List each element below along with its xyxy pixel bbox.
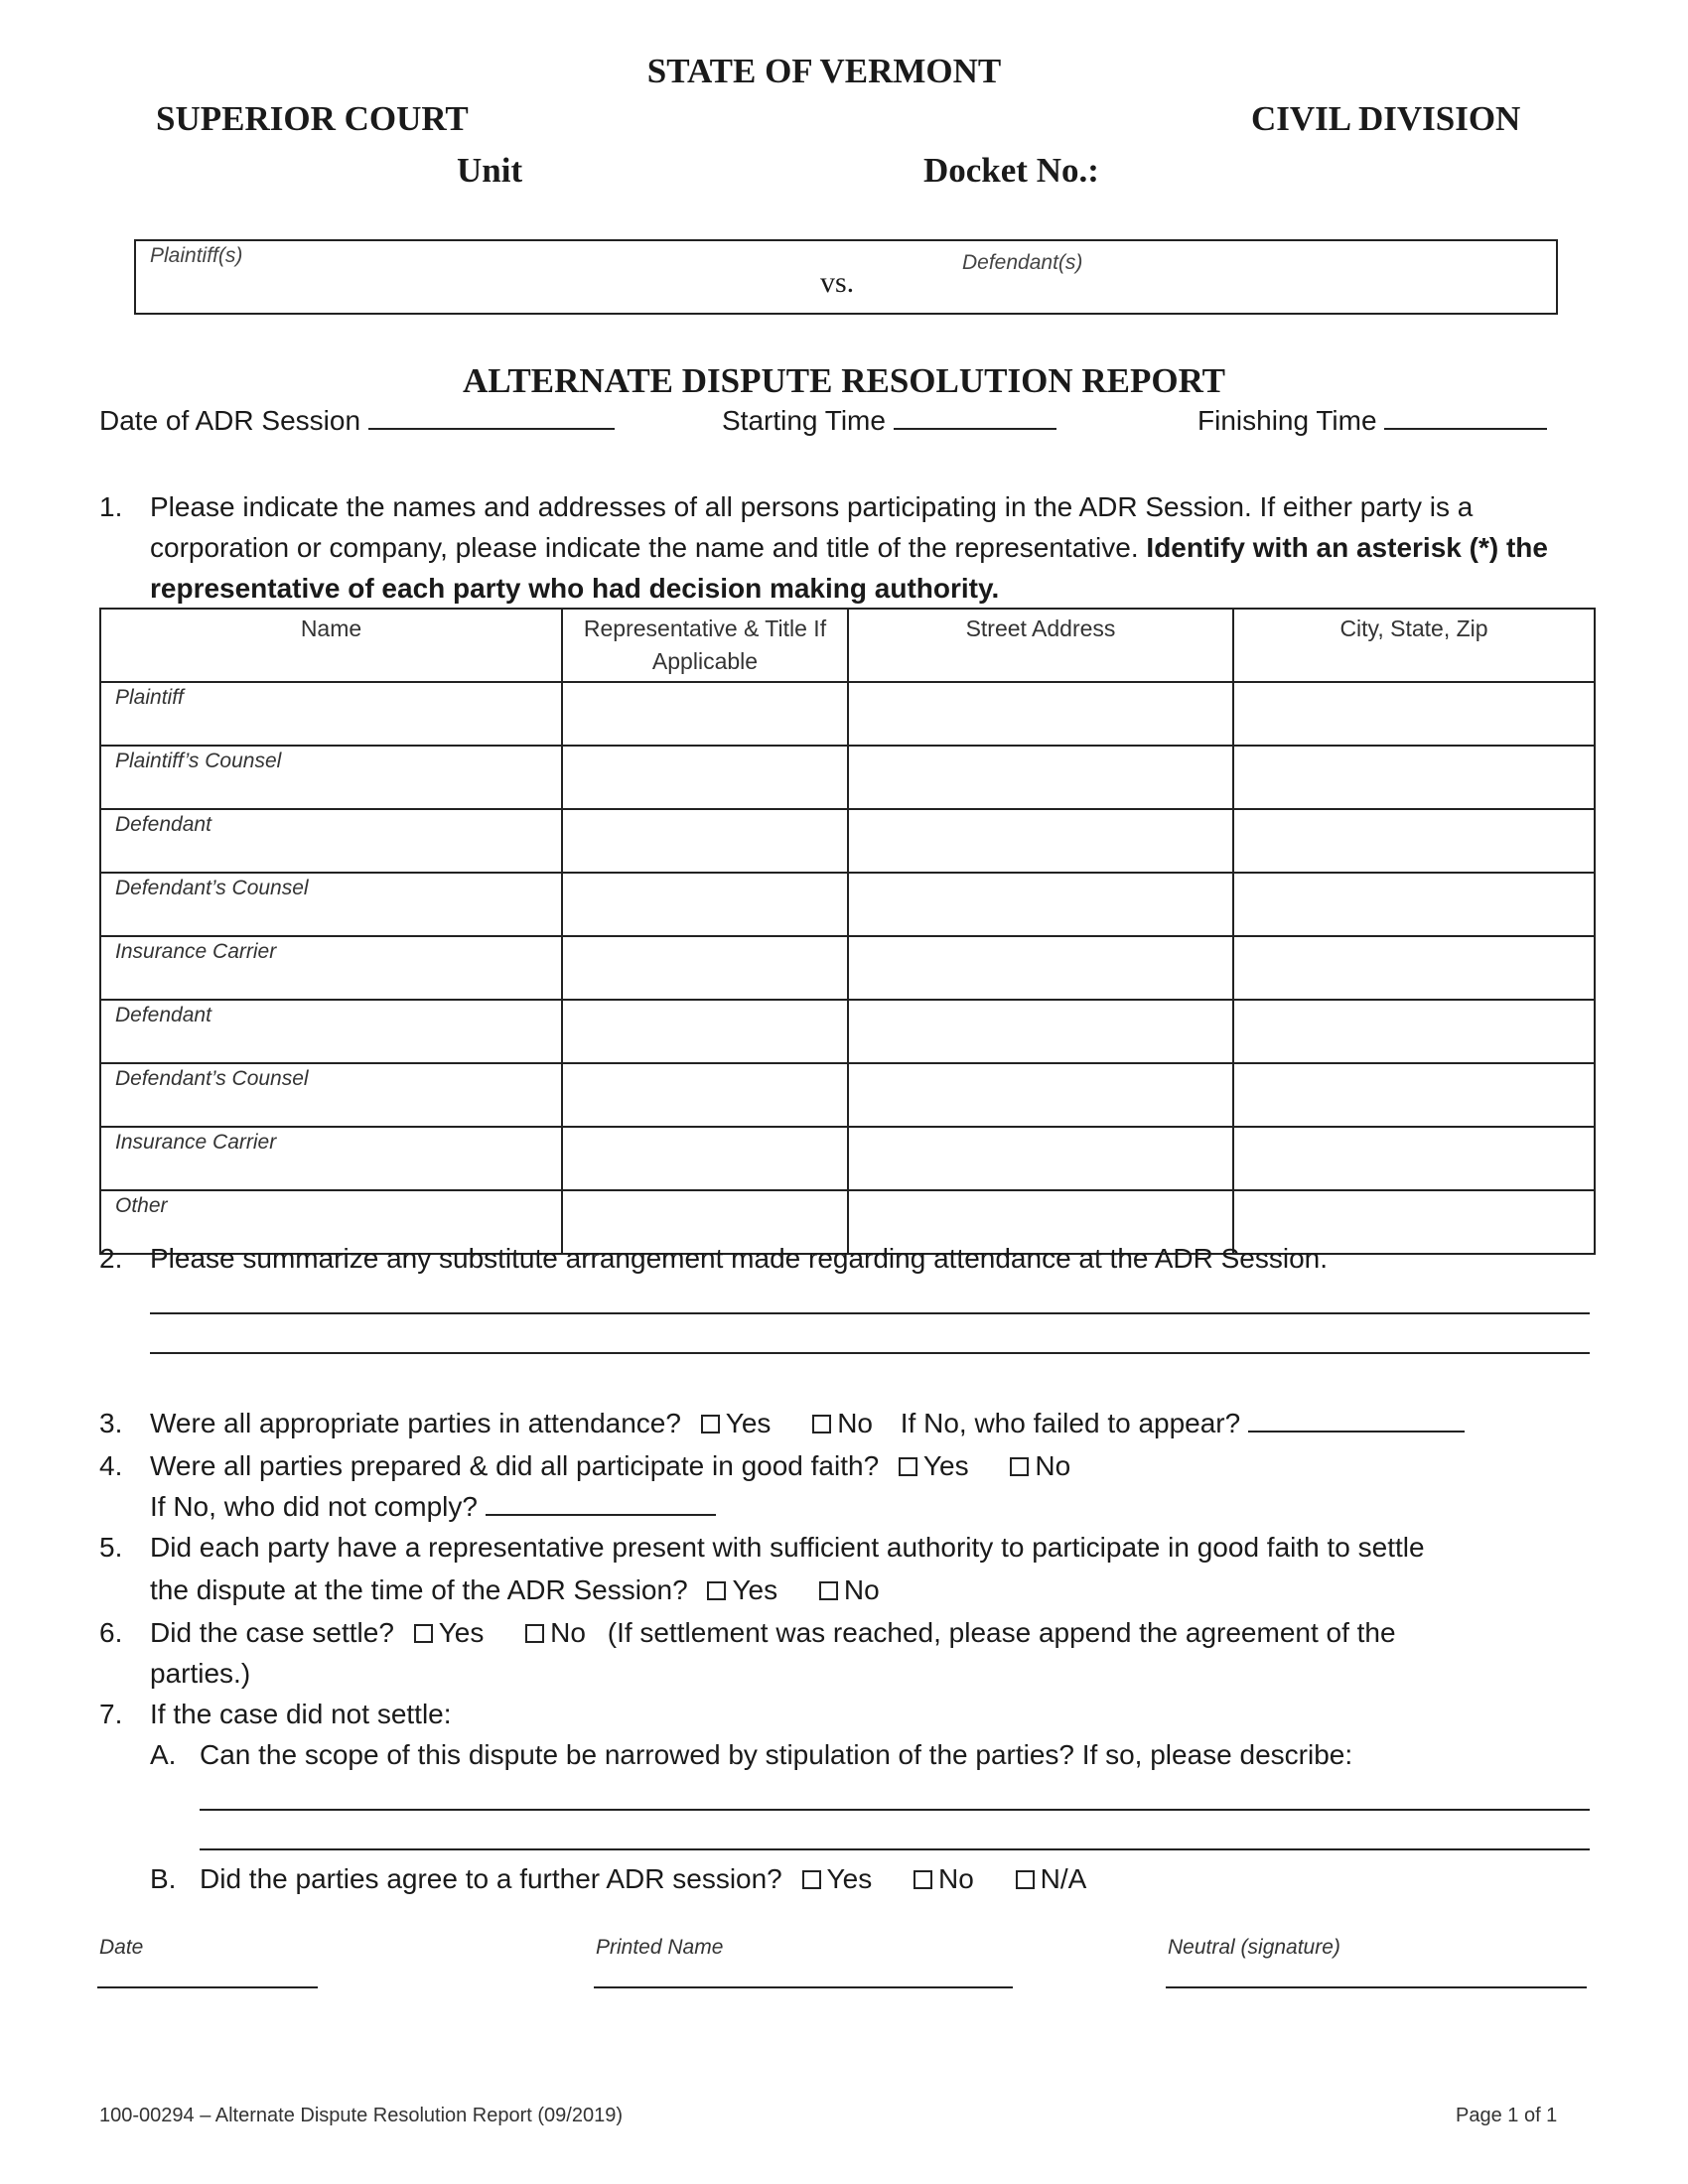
table-cell[interactable] <box>562 1063 848 1127</box>
row-label-defendant[interactable]: Defendant <box>100 809 562 873</box>
q7a-answer-line-2[interactable] <box>200 1848 1590 1850</box>
q1-number: 1. <box>99 491 123 522</box>
q4-row <box>150 1445 1070 1486</box>
q7b-text: Did the parties agree to a further ADR session? <box>200 1863 782 1894</box>
page-number-footer: Page 1 of 1 <box>1456 2105 1558 2126</box>
unit-label: Unit <box>457 151 523 190</box>
finishing-time-row <box>1197 400 1547 441</box>
table-cell[interactable] <box>562 1127 848 1190</box>
q3-followup-field[interactable] <box>1248 1407 1465 1433</box>
row-label-plaintiff[interactable]: Plaintiff <box>100 682 562 746</box>
q3-yes-label: Yes <box>725 1408 772 1438</box>
q4-followup-row <box>150 1486 716 1527</box>
report-title: ALTERNATE DISPUTE RESOLUTION REPORT <box>463 361 1225 400</box>
q4-no-checkbox[interactable] <box>1010 1457 1029 1476</box>
row-label-defendant-2[interactable]: Defendant <box>100 1000 562 1063</box>
q7b-na-checkbox[interactable] <box>1016 1870 1035 1889</box>
col-header-representative: Representative & Title If Applicable <box>562 609 848 682</box>
q6-number: 6. <box>99 1617 123 1648</box>
starting-time-field[interactable] <box>894 404 1056 430</box>
sig-date-label: Date <box>99 1936 144 1959</box>
q4-followup-field[interactable] <box>486 1490 716 1516</box>
starting-time-row <box>722 400 1056 441</box>
table-cell[interactable] <box>562 1000 848 1063</box>
q5-yes-label: Yes <box>732 1574 778 1605</box>
sig-neutral-label: Neutral (signature) <box>1168 1936 1340 1959</box>
q6-followup-cont: parties.) <box>150 1658 251 1689</box>
q6-no-checkbox[interactable] <box>525 1624 544 1643</box>
row-label-insurance-carrier[interactable]: Insurance Carrier <box>100 936 562 1000</box>
q6-yes-checkbox[interactable] <box>414 1624 433 1643</box>
q7a-text: Can the scope of this dispute be narrowed by stipulation of the parties? If so, please describe: <box>200 1739 1353 1770</box>
q7a-answer-line-1[interactable] <box>200 1809 1590 1811</box>
table-cell[interactable] <box>562 809 848 873</box>
q2-answer-line-1[interactable] <box>150 1312 1590 1314</box>
q4-text: Were all parties prepared & did all participate in good faith? <box>150 1450 880 1481</box>
col-header-name: Name <box>100 609 562 682</box>
table-cell[interactable] <box>562 682 848 746</box>
q7b-na-label: N/A <box>1040 1863 1087 1894</box>
table-row <box>100 746 1595 809</box>
court-heading: SUPERIOR COURT <box>156 99 469 138</box>
table-cell[interactable] <box>1233 873 1595 936</box>
sig-printed-name-field[interactable] <box>594 1986 1013 1988</box>
row-label-insurance-carrier-2[interactable]: Insurance Carrier <box>100 1127 562 1190</box>
q5-text-line-2: the dispute at the time of the ADR Session? <box>150 1574 688 1605</box>
state-heading: STATE OF VERMONT <box>646 52 1002 90</box>
q7-text: If the case did not settle: <box>150 1699 452 1729</box>
starting-time-label: Starting Time <box>722 405 886 436</box>
q5-row <box>150 1570 880 1610</box>
table-row <box>100 1000 1595 1063</box>
q7b-yes-label: Yes <box>826 1863 873 1894</box>
q5-text-line-1: Did each party have a representative present with sufficient authority to participate in good faith to settle <box>150 1532 1425 1563</box>
q4-yes-label: Yes <box>922 1450 969 1481</box>
q7b-no-label: No <box>938 1863 974 1894</box>
q2-number: 2. <box>99 1243 123 1274</box>
table-row <box>100 873 1595 936</box>
q4-followup: If No, who did not comply? <box>150 1491 478 1522</box>
q7b-no-checkbox[interactable] <box>914 1870 932 1889</box>
division-heading: CIVIL DIVISION <box>1251 99 1521 138</box>
q3-number: 3. <box>99 1408 123 1438</box>
table-row <box>100 809 1595 873</box>
q5-yes-checkbox[interactable] <box>707 1581 726 1600</box>
q7b-label: B. <box>150 1863 177 1894</box>
table-cell[interactable] <box>562 873 848 936</box>
q7a-label: A. <box>150 1739 177 1770</box>
table-cell[interactable] <box>848 873 1233 936</box>
table-cell[interactable] <box>1233 682 1595 746</box>
table-cell[interactable] <box>848 1127 1233 1190</box>
table-cell[interactable] <box>848 1000 1233 1063</box>
plaintiff-field[interactable]: Plaintiff(s) <box>150 244 243 267</box>
q3-no-label: No <box>837 1408 873 1438</box>
q7b-row <box>200 1858 1086 1899</box>
form-number-footer: 100-00294 – Alternate Dispute Resolution Report (09/2019) <box>99 2105 624 2126</box>
col-header-city: City, State, Zip <box>1233 609 1595 682</box>
q7b-yes-checkbox[interactable] <box>802 1870 821 1889</box>
table-header-row <box>100 609 1595 682</box>
q6-yes-label: Yes <box>438 1617 485 1648</box>
q2-text: Please summarize any substitute arrangement made regarding attendance at the ADR Session. <box>150 1243 1328 1274</box>
versus-label: vs. <box>820 266 855 299</box>
table-cell[interactable] <box>1233 1000 1595 1063</box>
q5-no-checkbox[interactable] <box>819 1581 838 1600</box>
row-label-defendant-counsel-2[interactable]: Defendant’s Counsel <box>100 1063 562 1127</box>
table-cell[interactable] <box>848 682 1233 746</box>
q3-followup: If No, who failed to appear? <box>900 1408 1241 1438</box>
participants-table <box>99 608 1596 1255</box>
table-cell[interactable] <box>848 746 1233 809</box>
session-date-field[interactable] <box>368 404 615 430</box>
q6-no-label: No <box>550 1617 586 1648</box>
q4-number: 4. <box>99 1450 123 1481</box>
row-label-other[interactable]: Other <box>100 1190 562 1254</box>
q4-yes-checkbox[interactable] <box>899 1457 917 1476</box>
q5-number: 5. <box>99 1532 123 1563</box>
table-cell[interactable] <box>848 1063 1233 1127</box>
q7-number: 7. <box>99 1699 123 1729</box>
sig-neutral-field[interactable] <box>1166 1986 1587 1988</box>
table-row <box>100 1127 1595 1190</box>
q3-no-checkbox[interactable] <box>812 1415 831 1433</box>
q5-no-label: No <box>843 1574 880 1605</box>
table-row <box>100 936 1595 1000</box>
q6-followup: (If settlement was reached, please append the agreement of the <box>607 1617 1396 1648</box>
finishing-time-field[interactable] <box>1384 404 1547 430</box>
table-cell[interactable] <box>1233 1063 1595 1127</box>
table-cell[interactable] <box>1233 809 1595 873</box>
sig-printed-name-label: Printed Name <box>596 1936 724 1959</box>
defendant-field[interactable]: Defendant(s) <box>962 251 1083 274</box>
table-cell[interactable] <box>562 746 848 809</box>
row-label-defendant-counsel[interactable]: Defendant’s Counsel <box>100 873 562 936</box>
q3-text: Were all appropriate parties in attendance? <box>150 1408 681 1438</box>
q3-row <box>150 1403 1465 1443</box>
q6-text: Did the case settle? <box>150 1617 394 1648</box>
col-header-street: Street Address <box>848 609 1233 682</box>
session-date-row <box>99 400 615 441</box>
q4-no-label: No <box>1035 1450 1071 1481</box>
table-cell[interactable] <box>1233 746 1595 809</box>
table-cell[interactable] <box>848 936 1233 1000</box>
q1-bold-instructions: Identify with an asterisk (*) the representative of each party who had decision making authority. <box>150 532 1548 604</box>
docket-label: Docket No.: <box>923 151 1099 190</box>
table-cell[interactable] <box>1233 1127 1595 1190</box>
table-cell[interactable] <box>848 809 1233 873</box>
q1-instructions: Please indicate the names and addresses of all persons participating in the ADR Session. If either party is a corporation or company, please indicate the name and title of the representative. <box>150 491 1474 563</box>
session-date-label: Date of ADR Session <box>99 405 361 436</box>
q2-answer-line-2[interactable] <box>150 1352 1590 1354</box>
table-row <box>100 682 1595 746</box>
sig-date-field[interactable] <box>97 1986 318 1988</box>
q6-row <box>150 1612 1396 1653</box>
q3-yes-checkbox[interactable] <box>701 1415 720 1433</box>
finishing-time-label: Finishing Time <box>1197 405 1377 436</box>
table-row <box>100 1063 1595 1127</box>
table-cell[interactable] <box>562 936 848 1000</box>
row-label-plaintiff-counsel[interactable]: Plaintiff’s Counsel <box>100 746 562 809</box>
q1-text <box>150 486 1600 609</box>
table-cell[interactable] <box>1233 936 1595 1000</box>
